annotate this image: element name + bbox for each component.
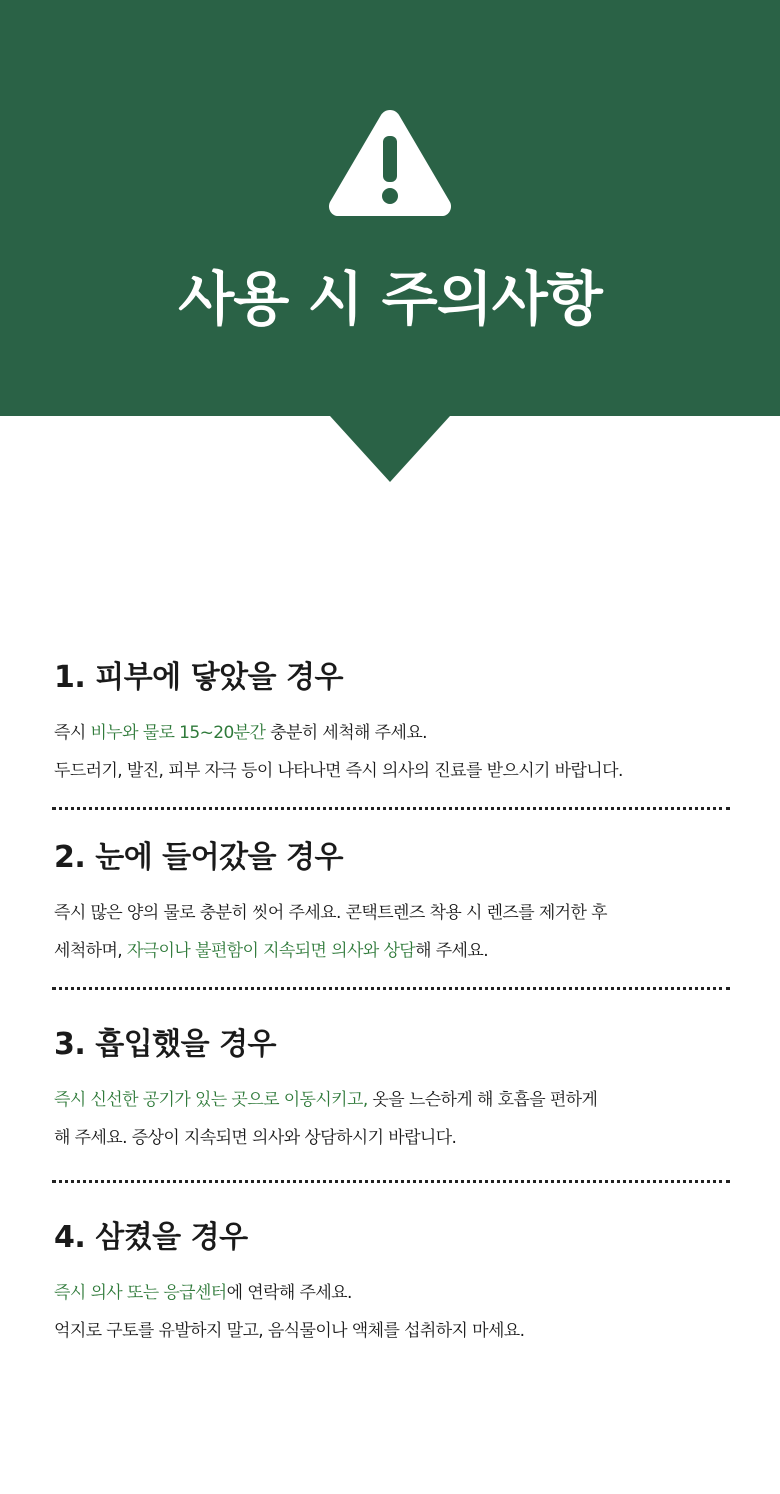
highlight-text: 비누와 물로 15~20분간 [90,723,266,743]
body-text: 세척하며, [54,941,127,961]
section-title: 4. 삼켰을 경우 [54,1220,248,1255]
highlight-text: 자극이나 불편함이 지속되면 의사와 상담 [126,941,416,961]
body-text: 에 연락해 주세요. [226,1283,352,1303]
highlight-text: 즉시 신선한 공기가 있는 곳으로 이동시키고, [54,1090,368,1110]
section-body [54,714,734,790]
body-text: 옷을 느슨하게 해 호흡을 편하게 [367,1090,598,1110]
section-eye-contact [54,838,734,970]
highlight-text: 즉시 의사 또는 응급센터 [54,1283,227,1303]
body-text: 해 주세요. 증상이 지속되면 의사와 상담하시기 바랍니다. [54,1128,457,1148]
dotted-divider [52,987,730,990]
section-title: 1. 피부에 닿았을 경우 [54,660,343,695]
section-title: 3. 흡입했을 경우 [54,1027,277,1062]
section-title: 2. 눈에 들어갔을 경우 [54,840,343,875]
body-text: 억지로 구토를 유발하지 말고, 음식물이나 액체를 섭취하지 마세요. [54,1321,525,1341]
body-text: 충분히 세척해 주세요. [265,723,427,743]
body-text: 즉시 많은 양의 물로 충분히 씻어 주세요. 콘택트렌즈 착용 시 렌즈를 제거한 후 [54,903,607,923]
section-body [54,1081,734,1157]
dotted-divider [52,1180,730,1183]
dotted-divider [52,807,730,810]
section-ingestion [54,1218,734,1350]
section-skin-contact [54,658,734,790]
body-text: 해 주세요. [415,941,489,961]
section-body [54,894,734,970]
section-body [54,1274,734,1350]
body-text: 두드러기, 발진, 피부 자극 등이 나타나면 즉시 의사의 진료를 받으시기 바랍니다. [54,761,623,781]
body-text: 즉시 [54,723,91,743]
banner-pointer [330,416,450,482]
warning-triangle-icon [326,104,454,220]
page-title: 사용 시 주의사항 [178,265,602,333]
header-banner [0,0,780,416]
section-inhalation [54,1025,734,1157]
